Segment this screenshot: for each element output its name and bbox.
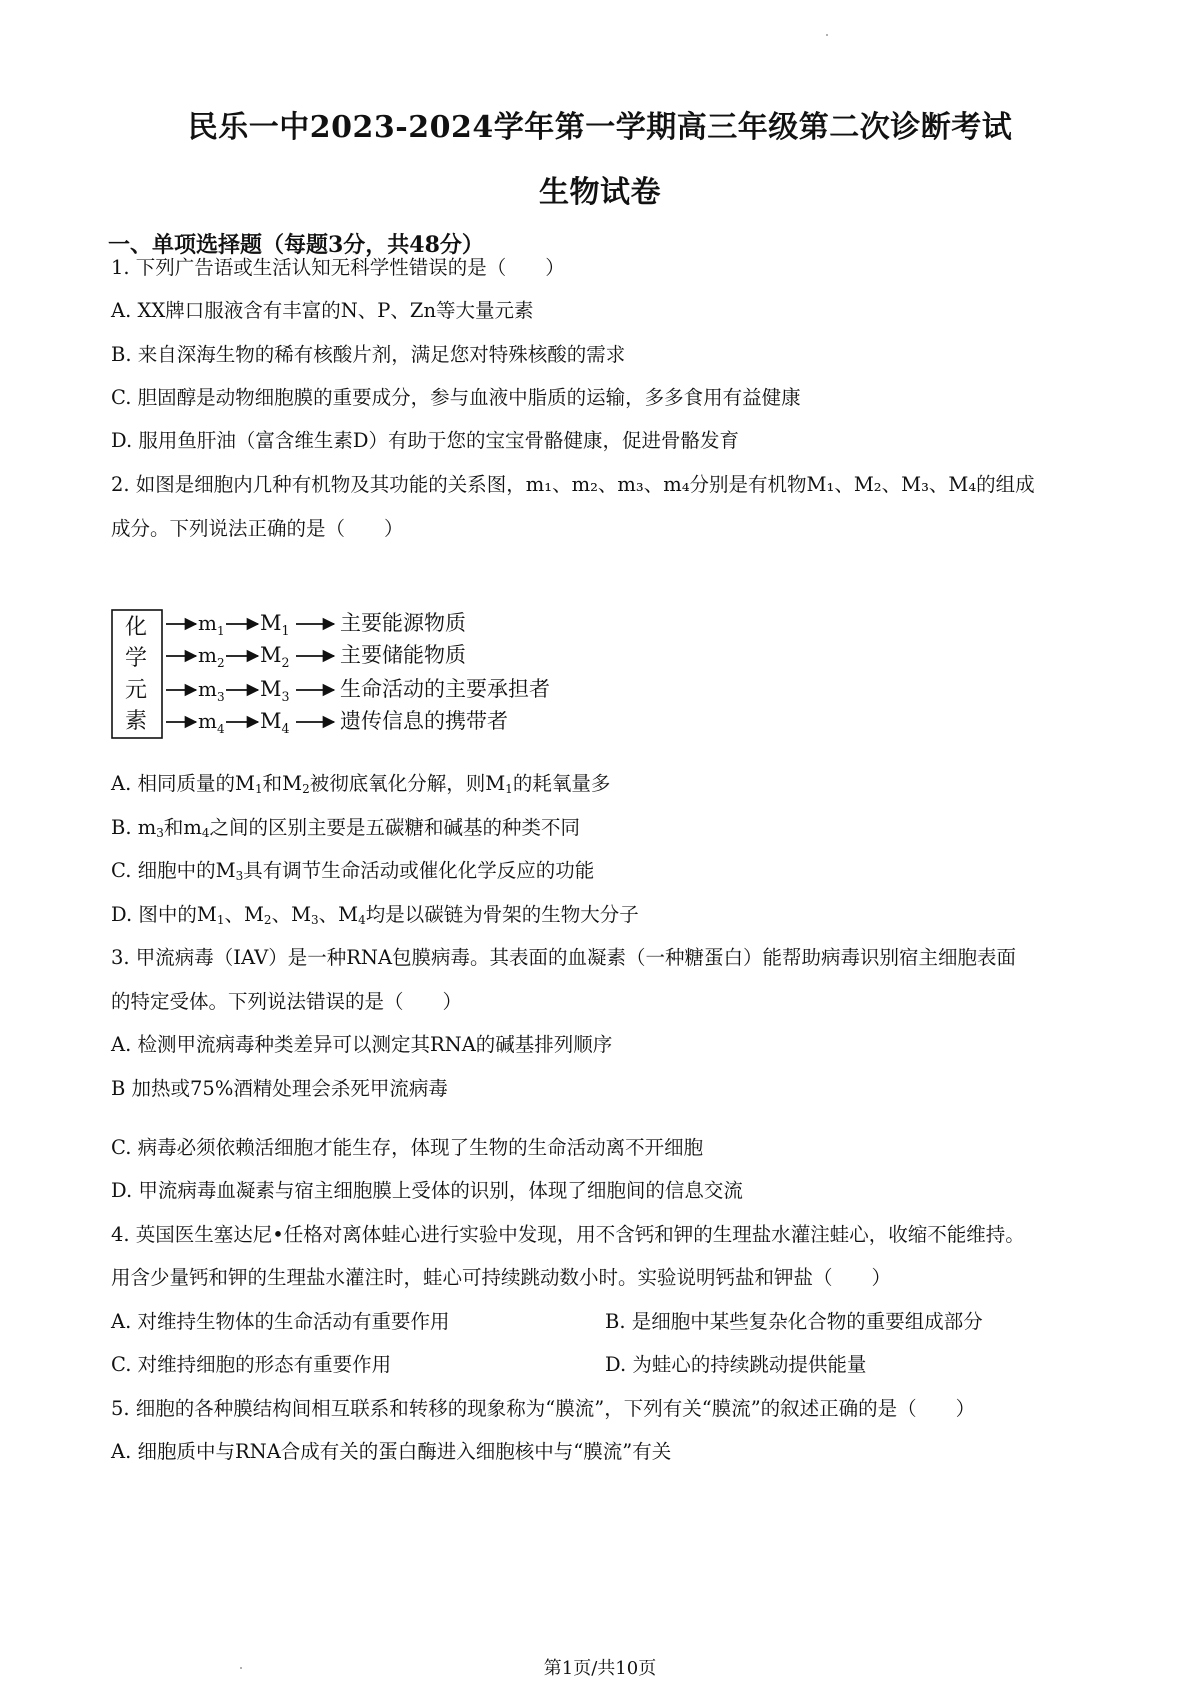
monomer-label-m3: $m_3$: [198, 677, 225, 704]
scan-speck: [826, 34, 828, 36]
exam-subtitle: 生物试卷: [539, 175, 661, 210]
q2-relationship-diagram: [110, 604, 560, 744]
q2-option-b: B. $m_3$和$m_4$之间的区别主要是五碳糖和碱基的种类不同: [111, 816, 581, 840]
box-char-1: 化: [125, 615, 148, 640]
q3-option-c: C. 病毒必须依赖活细胞才能生存，体现了生物的生命活动离不开细胞: [111, 1136, 704, 1159]
section-heading: 一、单项选择题（每题3分，共48分）: [108, 232, 484, 258]
monomer-label-m2: $m_2$: [198, 643, 225, 670]
function-label: 生命活动的主要承担者: [340, 677, 550, 701]
function-label: 遗传信息的携带者: [340, 709, 508, 733]
q4-stem-line1: 4. 英国医生塞达尼•任格对离体蛙心进行实验中发现，用不含钙和钾的生理盐水灌注蛙心，收缩不能维持。: [111, 1223, 1025, 1246]
q4-option-d: D. 为蛙心的持续跳动提供能量: [605, 1353, 867, 1376]
q2-stem-line2: 成分。下列说法正确的是（ ）: [111, 517, 404, 540]
q3-option-a: A. 检测甲流病毒种类差异可以测定其RNA的碱基排列顺序: [111, 1033, 613, 1056]
q2-option-c: C. 细胞中的$M_3$具有调节生命活动或催化化学反应的功能: [111, 859, 595, 883]
function-label: 主要储能物质: [340, 643, 466, 667]
page-number: 第1页/共10页: [543, 1658, 657, 1679]
q3-option-b: B 加热或75%酒精处理会杀死甲流病毒: [111, 1077, 448, 1100]
box-char-4: 素: [125, 709, 148, 734]
q5-stem: 5. 细胞的各种膜结构间相互联系和转移的现象称为“膜流”，下列有关“膜流”的叙述正确的是（ ）: [111, 1397, 976, 1420]
q1-stem: 1. 下列广告语或生活认知无科学性错误的是（ ）: [111, 256, 565, 279]
macromolecule-label-M4: $M_4$: [260, 709, 290, 736]
monomer-label-m4: $m_4$: [198, 709, 225, 736]
q2-option-a: A. 相同质量的$M_1$和$M_2$被彻底氧化分解，则$M_1$的耗氧量多: [111, 772, 611, 796]
macromolecule-label-M1: $M_1$: [260, 611, 290, 638]
box-char-2: 学: [125, 646, 148, 671]
q2-stem: 2. 如图是细胞内几种有机物及其功能的关系图，m₁、m₂、m₃、m₄分别是有机物M₁、M₂、M₃、M₄的组成: [111, 473, 1035, 496]
q4-option-b: B. 是细胞中某些复杂化合物的重要组成部分: [605, 1310, 983, 1333]
exam-title: 民乐一中2023-2024学年第一学期高三年级第二次诊断考试: [187, 110, 1013, 145]
q2-option-d: D. 图中的$M_1$、$M_2$、$M_3$、$M_4$均是以碳链为骨架的生物大分子: [111, 903, 639, 927]
monomer-label-m1: $m_1$: [198, 611, 225, 638]
q5-option-a: A. 细胞质中与RNA合成有关的蛋白酶进入细胞核中与“膜流”有关: [111, 1440, 672, 1463]
q4-stem-line2: 用含少量钙和钾的生理盐水灌注时，蛙心可持续跳动数小时。实验说明钙盐和钾盐（ ）: [111, 1266, 892, 1289]
macromolecule-label-M2: $M_2$: [260, 643, 290, 670]
q3-option-d: D. 甲流病毒血凝素与宿主细胞膜上受体的识别，体现了细胞间的信息交流: [111, 1179, 743, 1202]
q1-option-d: D. 服用鱼肝油（富含维生素D）有助于您的宝宝骨骼健康，促进骨骼发育: [111, 429, 739, 452]
box-char-3: 元: [125, 678, 148, 703]
scan-speck: [240, 1667, 242, 1669]
q3-stem-line1: 3. 甲流病毒（IAV）是一种RNA包膜病毒。其表面的血凝素（一种糖蛋白）能帮助病毒识别宿主细胞表面: [111, 946, 1017, 969]
q1-option-b: B. 来自深海生物的稀有核酸片剂，满足您对特殊核酸的需求: [111, 343, 626, 366]
macromolecule-label-M3: $M_3$: [260, 677, 290, 704]
q3-stem-line2: 的特定受体。下列说法错误的是（ ）: [111, 990, 463, 1013]
q1-option-a: A. XX牌口服液含有丰富的N、P、Zn等大量元素: [111, 299, 534, 322]
q4-option-c: C. 对维持细胞的形态有重要作用: [111, 1353, 392, 1376]
q4-option-a: A. 对维持生物体的生命活动有重要作用: [111, 1310, 450, 1333]
function-label: 主要能源物质: [340, 611, 466, 635]
q1-option-c: C. 胆固醇是动物细胞膜的重要成分，参与血液中脂质的运输，多多食用有益健康: [111, 386, 801, 409]
